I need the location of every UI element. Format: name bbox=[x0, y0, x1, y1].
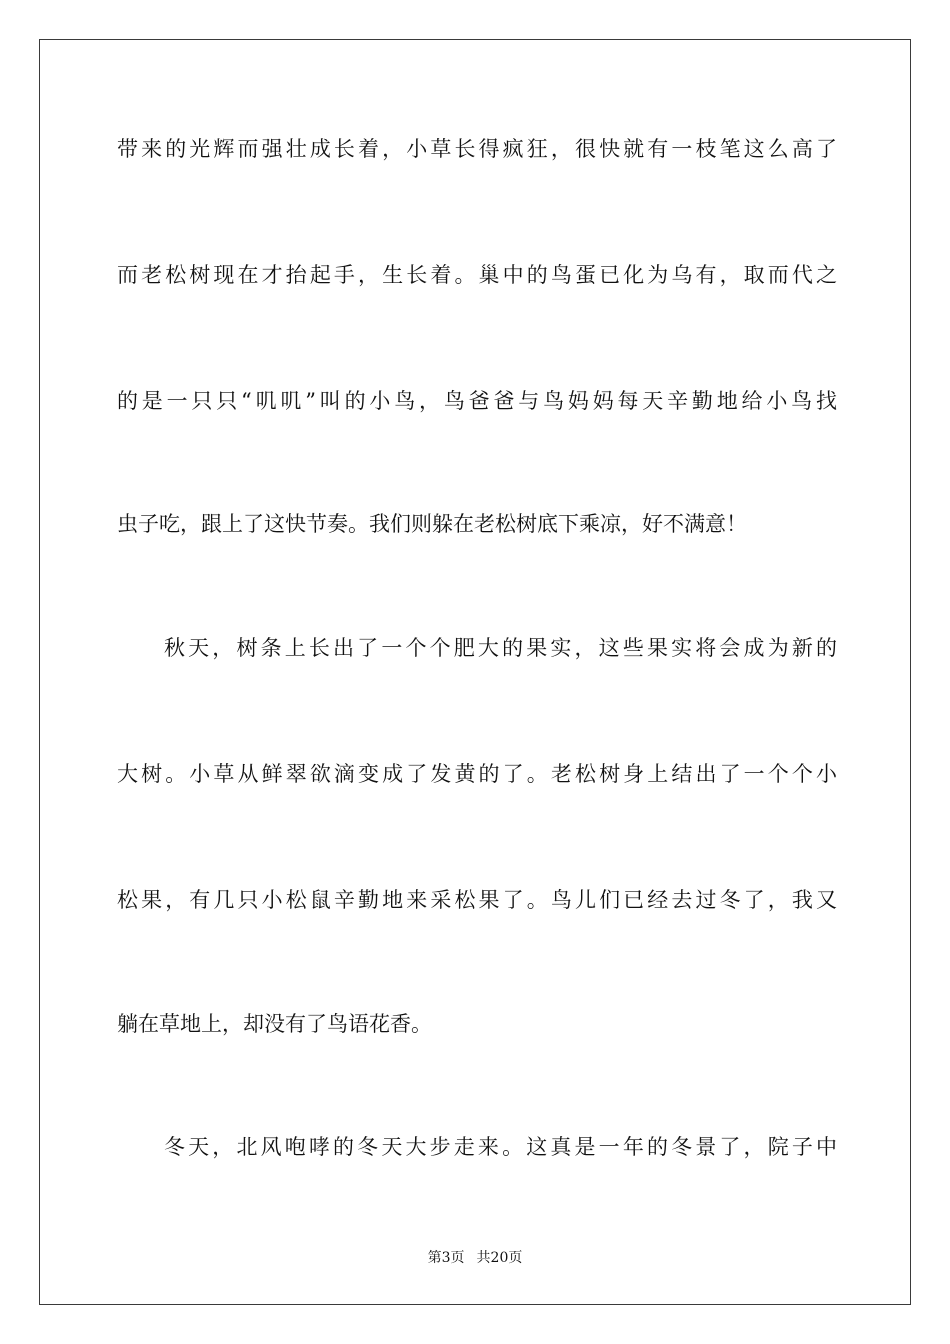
text-line-6: 大树。小草从鲜翠欲滴变成了发黄的了。老松树身上结出了一个个小 bbox=[117, 762, 837, 786]
text-line-4: 虫子吃，跟上了这快节奏。我们则躲在老松树底下乘凉，好不满意！ bbox=[117, 512, 747, 536]
text-line-8: 躺在草地上，却没有了鸟语花香。 bbox=[117, 1012, 432, 1036]
page-number: 第3页 bbox=[427, 1250, 465, 1266]
page-border bbox=[39, 39, 911, 1305]
text-line-7: 松果，有几只小松鼠辛勤地来采松果了。鸟儿们已经去过冬了，我又 bbox=[117, 888, 837, 912]
page-total: 共20页 bbox=[476, 1250, 523, 1266]
page-footer bbox=[0, 1247, 950, 1267]
text-line-2: 而老松树现在才抬起手，生长着。巢中的鸟蛋已化为乌有，取而代之 bbox=[117, 263, 837, 287]
text-line-3: 的是一只只“叽叽”叫的小鸟，鸟爸爸与鸟妈妈每天辛勤地给小鸟找 bbox=[117, 389, 837, 413]
text-line-1: 带来的光辉而强壮成长着，小草长得疯狂，很快就有一枝笔这么高了 bbox=[117, 137, 837, 161]
paragraph-winter-start: 冬天，北风咆哮的冬天大步走来。这真是一年的冬景了，院子中 bbox=[164, 1135, 837, 1159]
paragraph-autumn-start: 秋天，树条上长出了一个个肥大的果实，这些果实将会成为新的 bbox=[164, 636, 837, 660]
